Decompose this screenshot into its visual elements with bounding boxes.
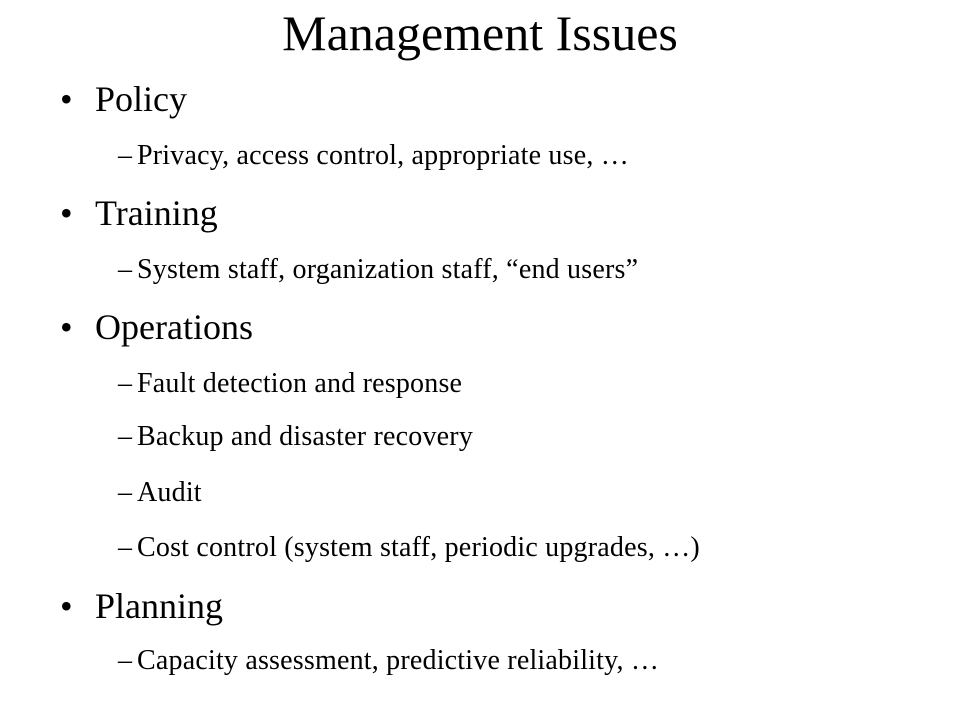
dash-icon: –	[118, 368, 133, 399]
sub-bullet-text: Audit	[137, 477, 202, 508]
sub-bullet-backup	[118, 419, 473, 455]
dash-icon: –	[118, 477, 133, 508]
sub-bullet-cost	[118, 530, 700, 566]
dash-icon: –	[118, 421, 133, 452]
sub-bullet-text: Fault detection and response	[137, 368, 463, 399]
bullet-training	[60, 191, 218, 235]
bullet-heading: Operations	[95, 307, 253, 347]
sub-bullet-text: System staff, organization staff, “end users”	[137, 254, 639, 285]
bullet-operations	[60, 305, 253, 349]
bullet-heading: Planning	[95, 586, 224, 626]
bullet-icon: •	[60, 79, 73, 119]
bullet-icon: •	[60, 307, 73, 347]
dash-icon: –	[118, 140, 133, 171]
sub-bullet-text: Capacity assessment, predictive reliability, …	[137, 645, 660, 676]
sub-bullet-staff	[118, 252, 638, 288]
bullet-heading: Policy	[95, 79, 188, 119]
bullet-planning	[60, 584, 223, 628]
bullet-icon: •	[60, 586, 73, 626]
dash-icon: –	[118, 254, 133, 285]
sub-bullet-text: Backup and disaster recovery	[137, 421, 474, 452]
sub-bullet-fault	[118, 366, 462, 402]
sub-bullet-audit	[118, 475, 202, 511]
sub-bullet-privacy	[118, 138, 629, 174]
bullet-heading: Training	[95, 193, 218, 233]
dash-icon: –	[118, 645, 133, 676]
bullet-policy	[60, 77, 187, 121]
dash-icon: –	[118, 532, 133, 563]
sub-bullet-text: Privacy, access control, appropriate use, …	[137, 140, 629, 171]
sub-bullet-capacity	[118, 643, 659, 679]
bullet-icon: •	[60, 193, 73, 233]
slide-title: Management Issues	[282, 5, 678, 61]
sub-bullet-text: Cost control (system staff, periodic upgrades, …)	[137, 532, 700, 563]
